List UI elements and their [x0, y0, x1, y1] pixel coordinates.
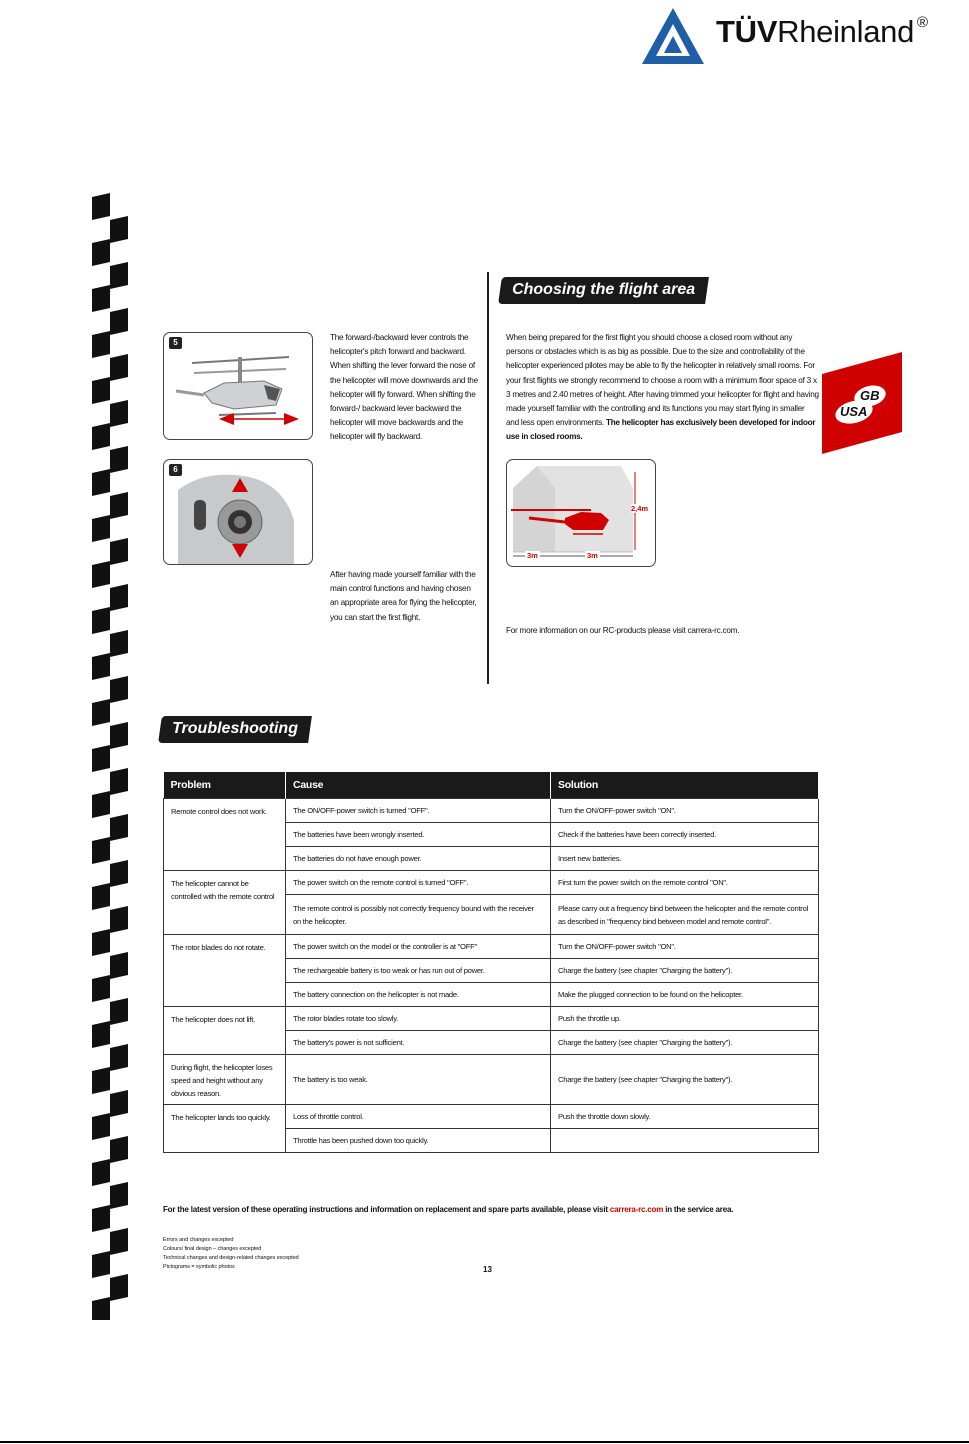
legal-note: Errors and changes excepted: [163, 1237, 234, 1243]
checker-square: [110, 262, 128, 289]
solution-cell: Push the throttle down slowly.: [551, 1105, 819, 1129]
tuv-triangle-icon: [640, 6, 706, 66]
checker-square: [92, 791, 110, 818]
solution-cell: Turn the ON/OFF-power switch "ON".: [551, 799, 819, 823]
solution-cell: Check if the batteries have been correctly inserted.: [551, 823, 819, 847]
checker-square: [92, 1297, 110, 1320]
header-solution: Solution: [551, 772, 819, 799]
flight-area-indoor-note: The helicopter has exclusively been developed for indoor use in closed rooms.: [506, 418, 816, 442]
problem-cell: The helicopter does not lift.: [164, 1007, 286, 1055]
checker-square: [92, 1067, 110, 1094]
flag-label-gb: GB: [860, 388, 880, 403]
controller-stick-illustration: [164, 460, 312, 564]
header-cause: Cause: [286, 772, 551, 799]
more-info-line: For more information on our RC-products please visit carrera-rc.com.: [506, 626, 740, 635]
checker-square: [92, 515, 110, 542]
checker-square: [92, 837, 110, 864]
checker-square: [92, 423, 110, 450]
checker-strip-decoration: [92, 193, 128, 1320]
checker-square: [92, 1205, 110, 1232]
checker-square: [92, 1021, 110, 1048]
checker-square: [110, 814, 128, 841]
checker-square: [110, 1090, 128, 1117]
cause-cell: The power switch on the remote control is turned "OFF".: [286, 871, 551, 895]
checker-square: [110, 860, 128, 887]
tuv-wordmark: TÜVRheinland ®: [716, 14, 928, 49]
checker-square: [110, 1228, 128, 1255]
checker-square: [92, 883, 110, 910]
solution-cell: Charge the battery (see chapter "Charging the battery").: [551, 1031, 819, 1055]
checker-square: [92, 193, 110, 220]
checker-square: [92, 607, 110, 634]
solution-cell: Push the throttle up.: [551, 1007, 819, 1031]
cause-cell: The batteries do not have enough power.: [286, 847, 551, 871]
bottom-rule: [0, 1441, 969, 1443]
checker-square: [92, 239, 110, 266]
problem-cell: During flight, the helicopter loses speed and height without any obvious reason.: [164, 1055, 286, 1105]
problem-cell: The rotor blades do not rotate.: [164, 935, 286, 1007]
footer-link[interactable]: carrera-rc.com: [609, 1205, 664, 1214]
cause-cell: The battery connection on the helicopter is not made.: [286, 983, 551, 1007]
figure-number: 6: [169, 464, 182, 476]
solution-cell: Please carry out a frequency bind between the helicopter and the remote control as described in "frequency bind between model and remote control".: [551, 895, 819, 935]
checker-square: [110, 630, 128, 657]
checker-square: [92, 699, 110, 726]
solution-cell: [551, 1129, 819, 1153]
checker-square: [110, 1274, 128, 1301]
language-flag-gb-usa: [822, 352, 902, 454]
checker-square: [110, 308, 128, 335]
cause-cell: The ON/OFF-power switch is turned "OFF".: [286, 799, 551, 823]
legal-note: Technical changes and design-related changes excepted: [163, 1255, 299, 1261]
cause-cell: The power switch on the model or the controller is at "OFF": [286, 935, 551, 959]
table-row: [164, 799, 819, 823]
footer-service-note: For the latest version of these operating instructions and information on replacement and spare parts available, please visit carrera-rc.com in the service area.: [163, 1205, 734, 1214]
cause-cell: The battery is too weak.: [286, 1055, 551, 1105]
cause-cell: The battery's power is not sufficient.: [286, 1031, 551, 1055]
flag-label-usa: USA: [840, 404, 868, 419]
checker-square: [92, 285, 110, 312]
legal-notes: [163, 1236, 299, 1272]
room-width-label-1: 3m: [527, 551, 538, 560]
checker-square: [110, 216, 128, 243]
table-row: [164, 871, 819, 895]
checker-square: [92, 975, 110, 1002]
cause-cell: The rotor blades rotate too slowly.: [286, 1007, 551, 1031]
page-number: 13: [483, 1265, 492, 1274]
checker-square: [110, 446, 128, 473]
problem-cell: Remote control does not work.: [164, 799, 286, 871]
checker-square: [92, 1113, 110, 1140]
checker-square: [110, 906, 128, 933]
cause-cell: Loss of throttle control.: [286, 1105, 551, 1129]
checker-square: [110, 998, 128, 1025]
figure-6-description: After having made yourself familiar with the main control functions and having chosen an appropriate area for flying the helicopter, you can start the first flight.: [330, 570, 477, 622]
solution-cell: Turn the ON/OFF-power switch "ON".: [551, 935, 819, 959]
troubleshooting-table: [163, 772, 819, 1153]
troubleshooting-body: [164, 799, 819, 1153]
helicopter-side-illustration: [164, 333, 312, 439]
cause-cell: The remote control is possibly not correctly frequency bound with the receiver on the helicopter.: [286, 895, 551, 935]
figure-5-helicopter: [163, 332, 313, 440]
room-height-label: 2,4m: [631, 504, 649, 513]
checker-square: [92, 745, 110, 772]
figure-number: 5: [169, 337, 182, 349]
checker-square: [110, 722, 128, 749]
checker-square: [110, 1182, 128, 1209]
table-header-row: [164, 772, 819, 799]
checker-square: [110, 1044, 128, 1071]
solution-cell: Make the plugged connection to be found on the helicopter.: [551, 983, 819, 1007]
room-width-label-2: 3m: [587, 551, 598, 560]
checker-square: [92, 653, 110, 680]
table-row: [164, 1007, 819, 1031]
checker-square: [110, 400, 128, 427]
checker-square: [92, 1251, 110, 1278]
cause-cell: Throttle has been pushed down too quickly.: [286, 1129, 551, 1153]
checker-square: [110, 584, 128, 611]
checker-square: [92, 469, 110, 496]
table-row: [164, 1055, 819, 1105]
figure-5-description: The forward-/backward lever controls the helicopter's pitch forward and backward. When shifting the lever forward the nose of the helicopter will move downwards and the helicopter will fly forward. When shifting the forward-/ backward lever backward the helicopter will move backwards and the helicopter will fly backward.: [330, 333, 478, 442]
checker-square: [110, 1136, 128, 1163]
table-row: [164, 935, 819, 959]
header-problem: Problem: [164, 772, 286, 799]
checker-square: [110, 768, 128, 795]
checker-square: [110, 676, 128, 703]
section-heading-flight-area: Choosing the flight area: [498, 277, 709, 304]
flight-area-paragraph: When being prepared for the first flight you should choose a closed room without any persons or obstacles which is as big as possible. Due to the size and controllability of the helicopter experienced pilotes may be able to fly the helicopter in relatively small rooms. For your first flights we strongly recommend to choose a room with a minimum floor space of 3 x 3 metres and 2.40 metres of height. After having trimmed your helicopter for flight and having made yourself familiar with the controlling and its functions you may start flying in smaller and less open environments. The helicopter has exclusively been developed for indoor use in closed rooms.: [506, 333, 819, 442]
figure-6-controller: [163, 459, 313, 565]
solution-cell: Charge the battery (see chapter "Charging the battery").: [551, 959, 819, 983]
problem-cell: The helicopter cannot be controlled with the remote control: [164, 871, 286, 935]
cause-cell: The rechargeable battery is too weak or has run out of power.: [286, 959, 551, 983]
solution-cell: First turn the power switch on the remote control "ON".: [551, 871, 819, 895]
legal-note: Colours/ final design – changes excepted: [163, 1246, 262, 1252]
section-heading-troubleshooting: Troubleshooting: [158, 716, 312, 743]
problem-cell: The helicopter lands too quickly.: [164, 1105, 286, 1153]
checker-square: [92, 561, 110, 588]
checker-square: [92, 331, 110, 358]
flight-area-room-figure: [506, 459, 656, 567]
solution-cell: Insert new batteries.: [551, 847, 819, 871]
checker-square: [110, 492, 128, 519]
legal-note: Pictograms = symbolic photos: [163, 1264, 235, 1270]
solution-cell: Charge the battery (see chapter "Charging the battery").: [551, 1055, 819, 1105]
checker-square: [110, 354, 128, 381]
checker-square: [110, 538, 128, 565]
checker-square: [92, 377, 110, 404]
checker-square: [110, 952, 128, 979]
checker-square: [92, 1159, 110, 1186]
cause-cell: The batteries have been wrongly inserted.: [286, 823, 551, 847]
checker-square: [92, 929, 110, 956]
table-row: [164, 1105, 819, 1129]
column-divider: [487, 272, 489, 684]
